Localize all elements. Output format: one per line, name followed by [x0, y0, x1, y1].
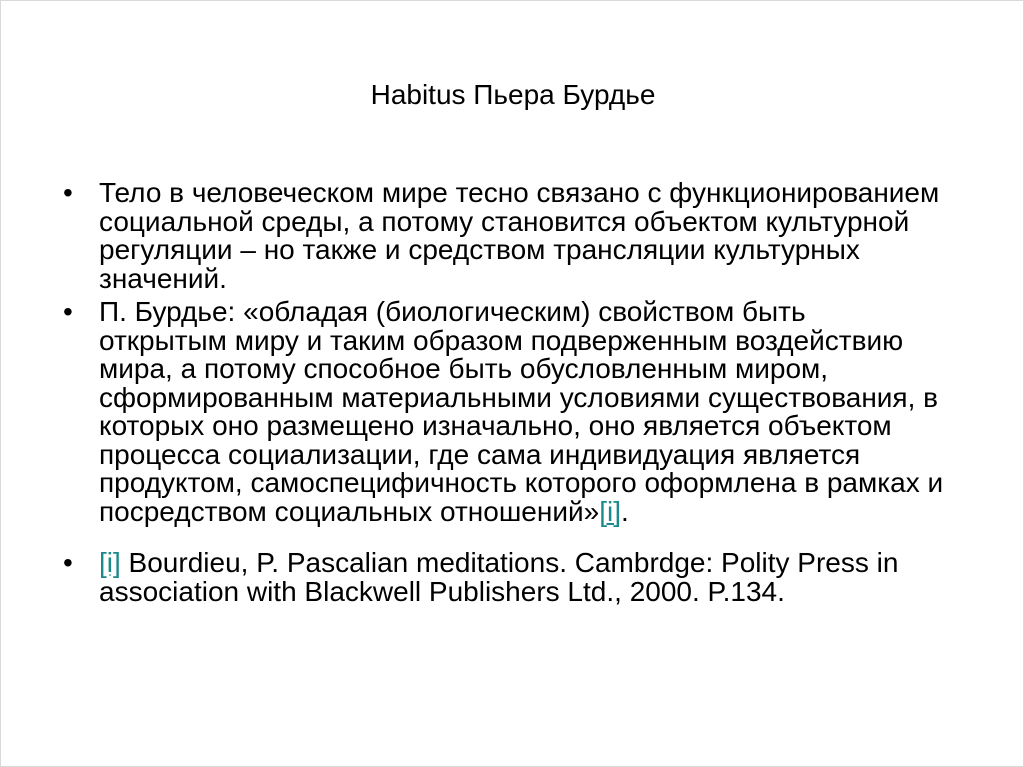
text-line: социальной среды, а потому становится объектом культурной — [99, 205, 910, 237]
bullet-marker: • — [63, 177, 73, 208]
text-line: регуляции – но также и средством трансляции культурных — [99, 234, 860, 265]
slide-title: Habitus Пьера Бурдье — [370, 79, 656, 110]
text-line — [99, 549, 898, 578]
text-line: Тело в человеческом мире тесно связано с функционированием — [99, 177, 940, 208]
text-line: процесса социализации, где сама индивидуация является — [99, 438, 861, 470]
text-line: которых оно размещено изначально, оно является объектом — [99, 410, 892, 441]
text-line: открытым миру и таким образом подверженным воздействию — [99, 324, 904, 356]
quote-end-text: посредством социальных отношений» — [99, 495, 600, 527]
footnote-text — [99, 549, 898, 606]
period-text: . — [620, 495, 629, 527]
text-line: значений. — [99, 262, 227, 294]
footnote-anchor-link[interactable]: [i] — [99, 547, 121, 578]
text-line — [99, 495, 943, 527]
text-line: association with Blackwell Publishers Ltd., 2000. P.134. — [99, 575, 785, 607]
text-line: продуктом, самоспецифичность которого оформлена в рамках и — [99, 467, 944, 498]
text-line: мира, а потому способное быть обусловленным миром, — [99, 353, 829, 384]
bullet-marker: • — [63, 547, 73, 578]
text-line: П. Бурдье: «обладая (биологическим) свойством быть — [99, 296, 806, 327]
bullet-marker: • — [63, 296, 73, 327]
bullet-text — [99, 298, 943, 526]
text-line: сформированным материальными условиями существования, в — [99, 381, 939, 413]
footnote-ref-link[interactable]: [i] — [599, 495, 621, 527]
bullet-text — [99, 179, 939, 293]
citation-text: Bourdieu, P. Pascalian meditations. Cambrdge: Polity Press in — [120, 547, 899, 578]
